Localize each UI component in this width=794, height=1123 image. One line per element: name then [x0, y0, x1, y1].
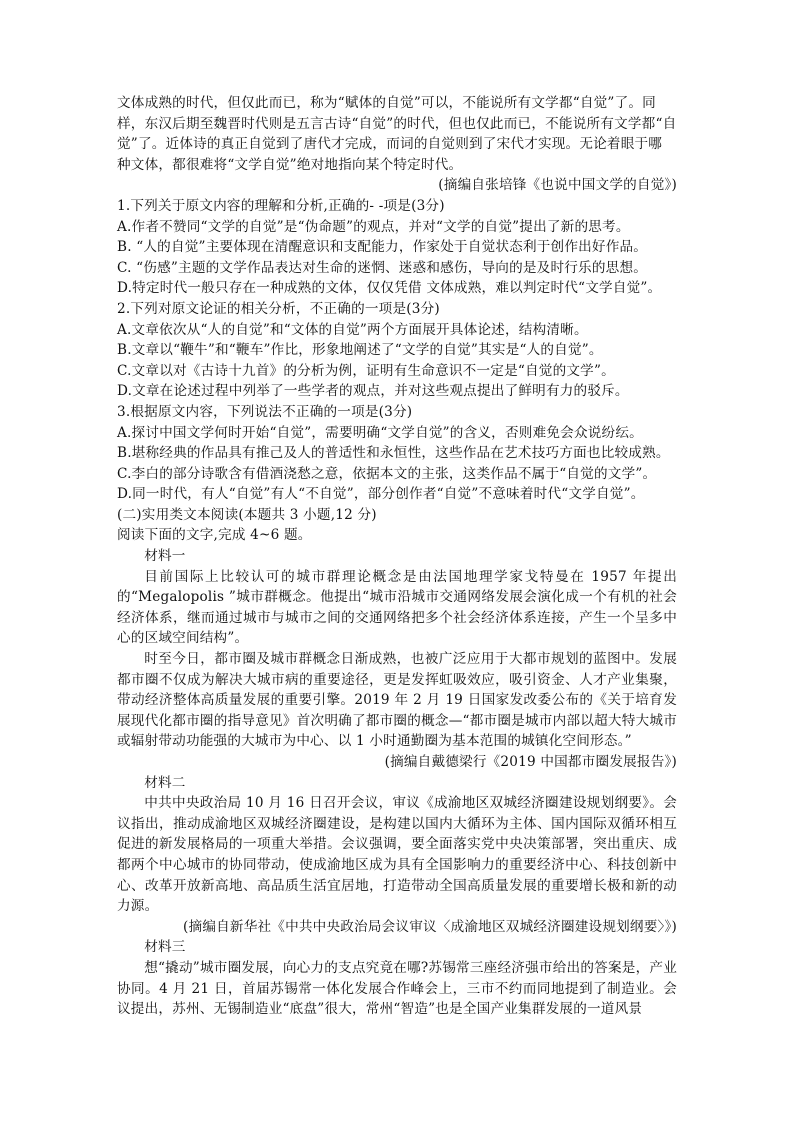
material-2-title: 材料二 — [144, 774, 186, 791]
question-3-option-a: A.探讨中国文学何时开始“自觉”，需要明确“文学自觉”的含义，否则难免会众说纷纭。 — [117, 424, 643, 441]
material-1-title: 材料一 — [144, 548, 186, 565]
section-heading: (二)实用类文本阅读(本题共 3 小题,12 分) — [117, 506, 377, 523]
question-3-option-b: B.堪称经典的作品具有推己及人的普适性和永恒性，这些作品在艺术技巧方面也比较成熟。 — [117, 445, 670, 462]
material-1-source: (摘编自戴德梁行《2019 中国都市圈发展报告》) — [384, 754, 677, 770]
material-3-title: 材料三 — [144, 939, 186, 956]
intro-line: 样，东汉后期至魏晋时代则是五言古诗“自觉”的时代，但也仅此而已，不能说所有文学都“自 — [117, 115, 677, 132]
question-3-option-d: D.同一时代，有人“自觉”有人“不自觉”，部分创作者“自觉”不意味着时代“文学自觉”。 — [117, 486, 645, 503]
source-citation: (摘编自张培锋《也说中国文学的自觉》) — [438, 177, 677, 194]
question-1-option-a: A.作者不赞同“文学的自觉”是“伪命题”的观点，并对“文学的自觉”提出了新的思考。 — [117, 218, 630, 235]
material-1-paragraph: 目前国际上比较认可的城市群理论概念是由法国地理学家戈特曼在 1957 年提出的“Megalopolis ”城市群概念。他提出“城市沿城市交通网络发展会演化成一个有机的社会经济体系，继而通过城市与城市之间的交通网络把多个社会经济体系连接，产生一个呈多中心的区域空间结构”。 — [117, 568, 677, 647]
question-3-stem: 3.根据原文内容，下列说法不正确的一项是(3分) — [117, 403, 413, 420]
question-2-stem: 2.下列对原文论证的相关分析，不正确的一项是(3分) — [117, 300, 440, 317]
material-2-source: (摘编自新华社《中共中央政治局会议审议〈成渝地区双城经济圈建设规划纲要〉》) — [183, 918, 677, 935]
question-3-option-c: C.李白的部分诗歌含有借酒浇愁之意，依据本文的主张，这类作品不属于“自觉的文学”。 — [117, 465, 657, 482]
question-1-option-c: C. “伤感”主题的文学作品表达对生命的迷惘、迷惑和感伤，导向的是及时行乐的思想。 — [117, 259, 648, 276]
intro-line: 觉”了。近体诗的真正自觉到了唐代才完成，而词的自觉则到了宋代才实现。无论着眼于哪 — [117, 136, 663, 153]
section-instruction: 阅读下面的文字,完成 4~6 题。 — [117, 527, 312, 544]
question-1-option-d: D.特定时代一般只存在一种成熟的文体，仅仅凭借 文体成熟，难以判定时代“文学自觉”。 — [117, 280, 662, 297]
question-2-option-c: C.文章以对《古诗十九首》的分析为例，证明有生命意识不一定是“自觉的文学”。 — [117, 362, 615, 379]
material-1-paragraph: 时至今日，都市圈及城市群概念日渐成熟，也被广泛应用于大都市规划的蓝图中。发展都市圈不仅成为解决大城市病的重要途径，更是发挥虹吸效应，吸引资金、人才产业集聚，带动经济整体高质量发展的重要引擎。2019 年 2 月 19 日国家发改委公布的《关于培育发展现代化都市圈的指导意见》首次明确了都市圈的概念—“都市圈是城市内部以超大特大城市或辐射带动功能强的大城市为中心、以 1 小时通勤圈为基本范围的城镇化空间形态。” — [117, 651, 677, 750]
question-1-option-b: B. “人的自觉”主要体现在清醒意识和支配能力，作家处于自觉状态利于创作出好作品。 — [117, 239, 648, 256]
material-3-paragraph: 想“撬动”城市圈发展，向心力的支点究竟在哪?苏锡常三座经济强市给出的答案是，产业协同。4 月 21 日，首届苏锡常一体化发展合作峰会上，三市不约而同地提到了制造业。会议提出，苏州、无锡制造业“底盘”很大，常州“智造”也是全国产业集群发展的一道风景 — [117, 959, 677, 1018]
question-2-option-b: B.文章以“鞭牛”和“鞭车”作比，形象地阐述了“文学的自觉”其实是“人的自觉”。 — [117, 342, 603, 359]
question-1-stem: 1.下列关于原文内容的理解和分析,正确的- -项是(3分) — [117, 197, 445, 214]
intro-line: 种文体，都很难将“文学自觉”绝对地指向某个特定时代。 — [117, 156, 463, 173]
question-2-option-a: A.文章依次从“人的自觉”和“文体的自觉”两个方面展开具体论述，结构清晰。 — [117, 321, 588, 338]
document-page — [117, 93, 677, 1020]
material-2-paragraph: 中共中央政治局 10 月 16 日召开会议，审议《成渝地区双城经济圈建设规划纲要》。会议指出，推动成渝地区双城经济圈建设，是构建以国内大循环为主体、国内国际双循环相互促进的新发展格局的一项重大举措。会议强调，要全面落实党中央决策部署，突出重庆、成都两个中心城市的协同带动，使成渝地区成为具有全国影响力的重要经济中心、科技创新中心、改革开放新高地、高品质生活宜居地，打造带动全国高质量发展的重要增长极和新的动力源。 — [117, 795, 677, 915]
intro-line: 文体成熟的时代，但仅此而已，称为“赋体的自觉”可以，不能说所有文学都“自觉”了。同 — [117, 95, 656, 111]
question-2-option-d: D.文章在论述过程中列举了一些学者的观点，并对这些观点提出了鲜明有力的驳斥。 — [117, 383, 629, 400]
